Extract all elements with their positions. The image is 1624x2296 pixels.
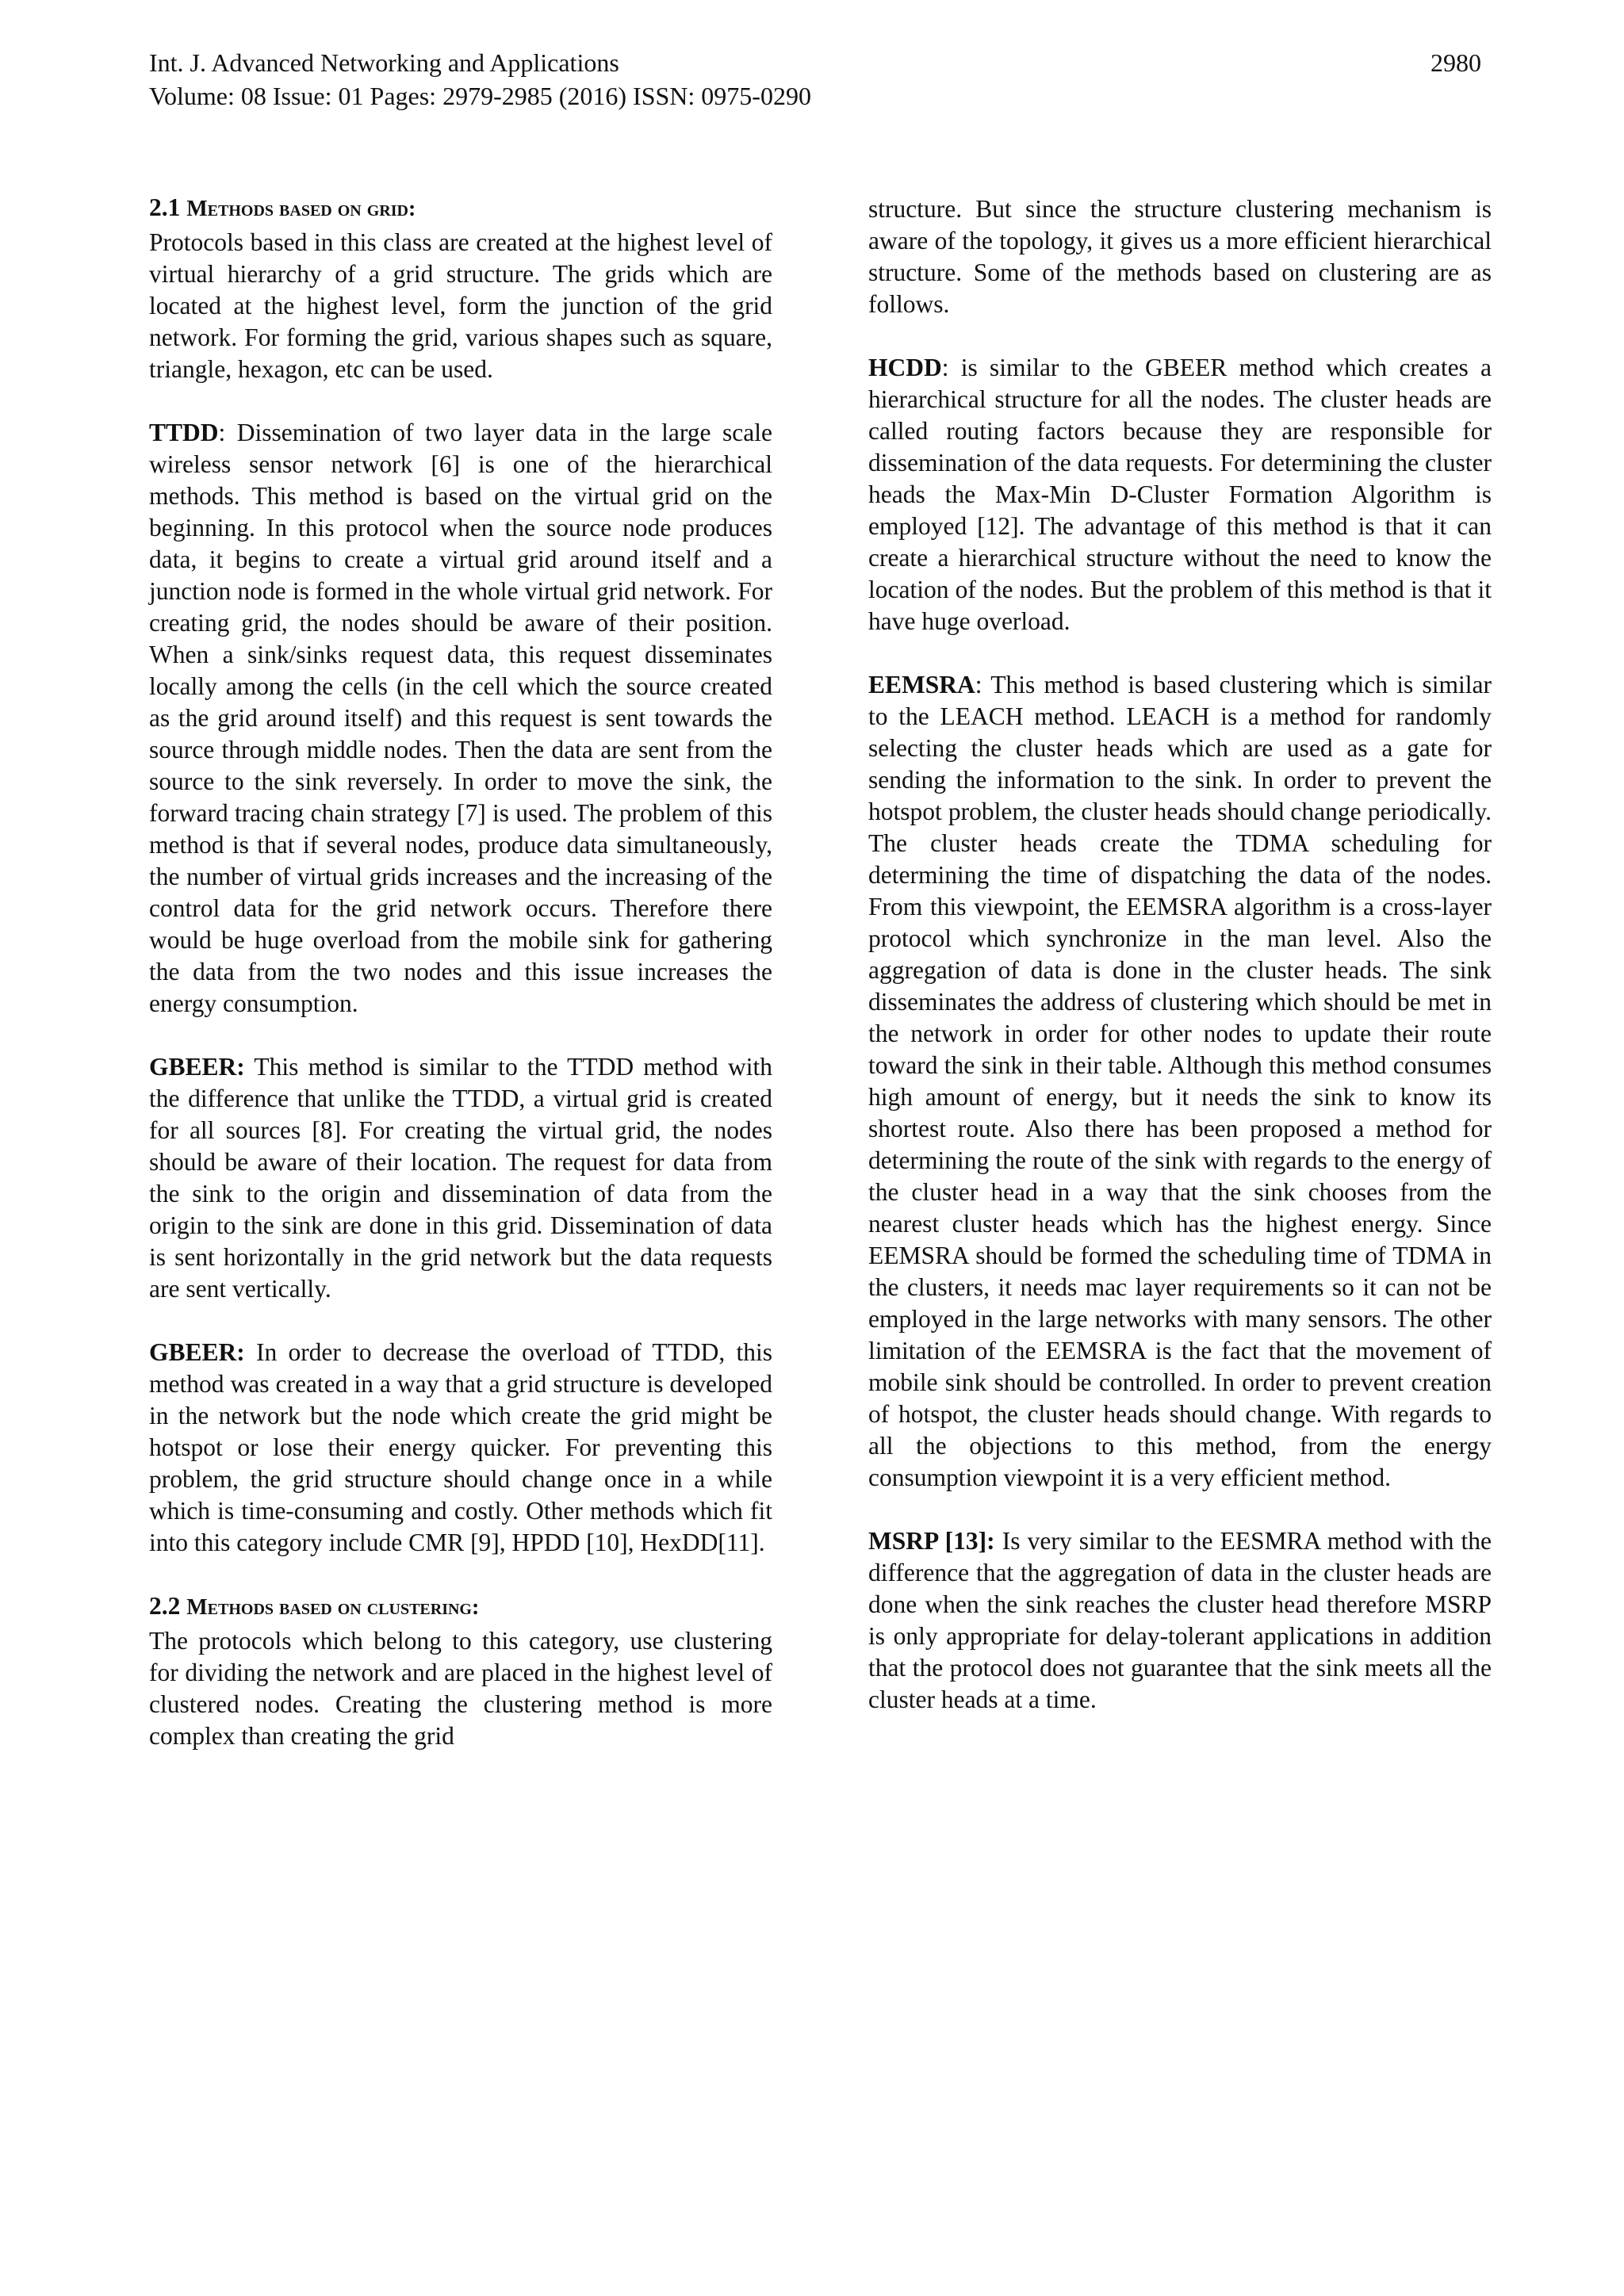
- eemsra-text: : This method is based clustering which is similar to the LEACH method. LEACH is a method for randomly selecting the cluster heads which are used as a gate for sending the information to the sink. In order to prevent the hotspot problem, the cluster heads should change periodically. The cluster heads create the TDMA scheduling for determining the time of dispatching the data of the nodes. From this viewpoint, the EEMSRA algorithm is a cross-layer protocol which synchronize in the man level. Also the aggregation of data is done in the cluster heads. The sink disseminates the address of clustering which should be met in the network in order for other nodes to update their route toward the sink in their table. Although this method consumes high amount of energy, but it needs the sink to know its shortest route. Also there has been proposed a method for determining the route of the sink with regards to the energy of the cluster head in a way that the sink chooses from the nearest cluster heads which has the highest energy. Since EEMSRA should be formed the scheduling time of TDMA in the clusters, it needs mac layer requirements so it can not be employed in the large networks with many sensors. The other limitation of the EEMSRA is the fact that the movement of mobile sink should be controlled. In order to prevent creation of hotspot, the cluster heads should change. With regards to all the objections to this method, from the energy consumption viewpoint it is a very efficient method.: [868, 671, 1492, 1491]
- section-heading-2-2: [149, 1590, 772, 1624]
- eemsra-term: EEMSRA: [868, 671, 975, 698]
- section-2-2-intro: The protocols which belong to this category, use clustering for dividing the network and are placed in the highest level of clustered nodes. Creating the clustering method is more complex than creating the grid: [149, 1627, 772, 1750]
- clustering-continuation: structure. But since the structure clustering mechanism is aware of the topology, it gives us a more efficient hierarchical structure. Some of the methods based on clustering are as follows.: [868, 195, 1492, 318]
- msrp-text: Is very similar to the EESMRA method with the difference that the aggregation of data in the cluster heads are done when the sink reaches the cluster head therefore MSRP is only appropriate for delay-tolerant applications in addition that the protocol does not guarantee that the sink meets all the cluster heads at a time.: [868, 1527, 1492, 1713]
- section-heading-2-1: [149, 192, 772, 225]
- ttdd-text: : Dissemination of two layer data in the large scale wireless sensor network [6] is one of the hierarchical methods. This method is based on the virtual grid on the beginning. In this protocol when the source node produces data, it begins to create a virtual grid around itself and a junction node is formed in the whole virtual grid network. For creating grid, the nodes should be aware of their position. When a sink/sinks request data, this request disseminates locally among the cells (in the cell which the source created as the grid around itself) and this request is sent towards the source through middle nodes. Then the data are sent from the source to the sink reversely. In order to move the sink, the forward tracing chain strategy [7] is used. The problem of this method is that if several nodes, produce data simultaneously, the number of virtual grids increases and the increasing of the control data for the grid network occurs. Therefore there would be huge overload from the mobile sink for gathering the data from the two nodes and this issue increases the energy consumption.: [149, 419, 772, 1017]
- hcdd-term: HCDD: [868, 354, 942, 381]
- ttdd-term: TTDD: [149, 419, 219, 446]
- section-number: 2.2: [149, 1592, 181, 1620]
- left-column: [149, 192, 772, 1752]
- section-title: Methods based on grid:: [186, 197, 416, 221]
- gbeer-paragraph-2: [149, 1337, 772, 1559]
- page-header: [149, 46, 1481, 113]
- gbeer-term-1: GBEER:: [149, 1053, 245, 1081]
- section-2-1-intro: Protocols based in this class are created at the highest level of virtual hierarchy of a grid structure. The grids which are located at the highest level, form the junction of the grid network. For forming the grid, various shapes such as square, triangle, hexagon, etc can be used.: [149, 228, 772, 383]
- volume-info: Volume: 08 Issue: 01 Pages: 2979-2985 (2016) ISSN: 0975-0290: [149, 82, 811, 110]
- eemsra-paragraph: [868, 669, 1492, 1494]
- journal-name: Int. J. Advanced Networking and Applications: [149, 48, 619, 77]
- section-number: 2.1: [149, 193, 181, 221]
- msrp-term: MSRP [13]:: [868, 1527, 995, 1555]
- msrp-paragraph: [868, 1525, 1492, 1716]
- gbeer-term-2: GBEER:: [149, 1338, 245, 1366]
- hcdd-text: : is similar to the GBEER method which creates a hierarchical structure for all the nodes. The cluster heads are called routing factors because they are responsible for dissemination of the data requests. For determining the cluster heads the Max-Min D-Cluster Formation Algorithm is employed [12]. The advantage of this method is that it can create a hierarchical structure without the need to know the location of the nodes. But the problem of this method is that it have huge overload.: [868, 354, 1492, 635]
- gbeer-text-1: This method is similar to the TTDD method with the difference that unlike the TTDD, a virtual grid is created for all sources [8]. For creating the virtual grid, the nodes should be aware of their location. The request for data from the sink to the origin and dissemination of data from the origin to the sink are done in this grid. Dissemination of data is sent horizontally in the grid network but the data requests are sent vertically.: [149, 1053, 772, 1303]
- hcdd-paragraph: [868, 352, 1492, 637]
- right-column: [868, 193, 1492, 1716]
- section-title: Methods based on clustering:: [186, 1595, 480, 1620]
- page-number: 2980: [1431, 48, 1481, 77]
- gbeer-paragraph-1: [149, 1051, 772, 1305]
- gbeer-text-2: In order to decrease the overload of TTDD, this method was created in a way that a grid structure is developed in the network but the node which create the grid might be hotspot or lose their energy quicker. For preventing this problem, the grid structure should change once in a while which is time-consuming and costly. Other methods which fit into this category include CMR [9], HPDD [10], HexDD[11].: [149, 1338, 772, 1556]
- ttdd-paragraph: [149, 417, 772, 1020]
